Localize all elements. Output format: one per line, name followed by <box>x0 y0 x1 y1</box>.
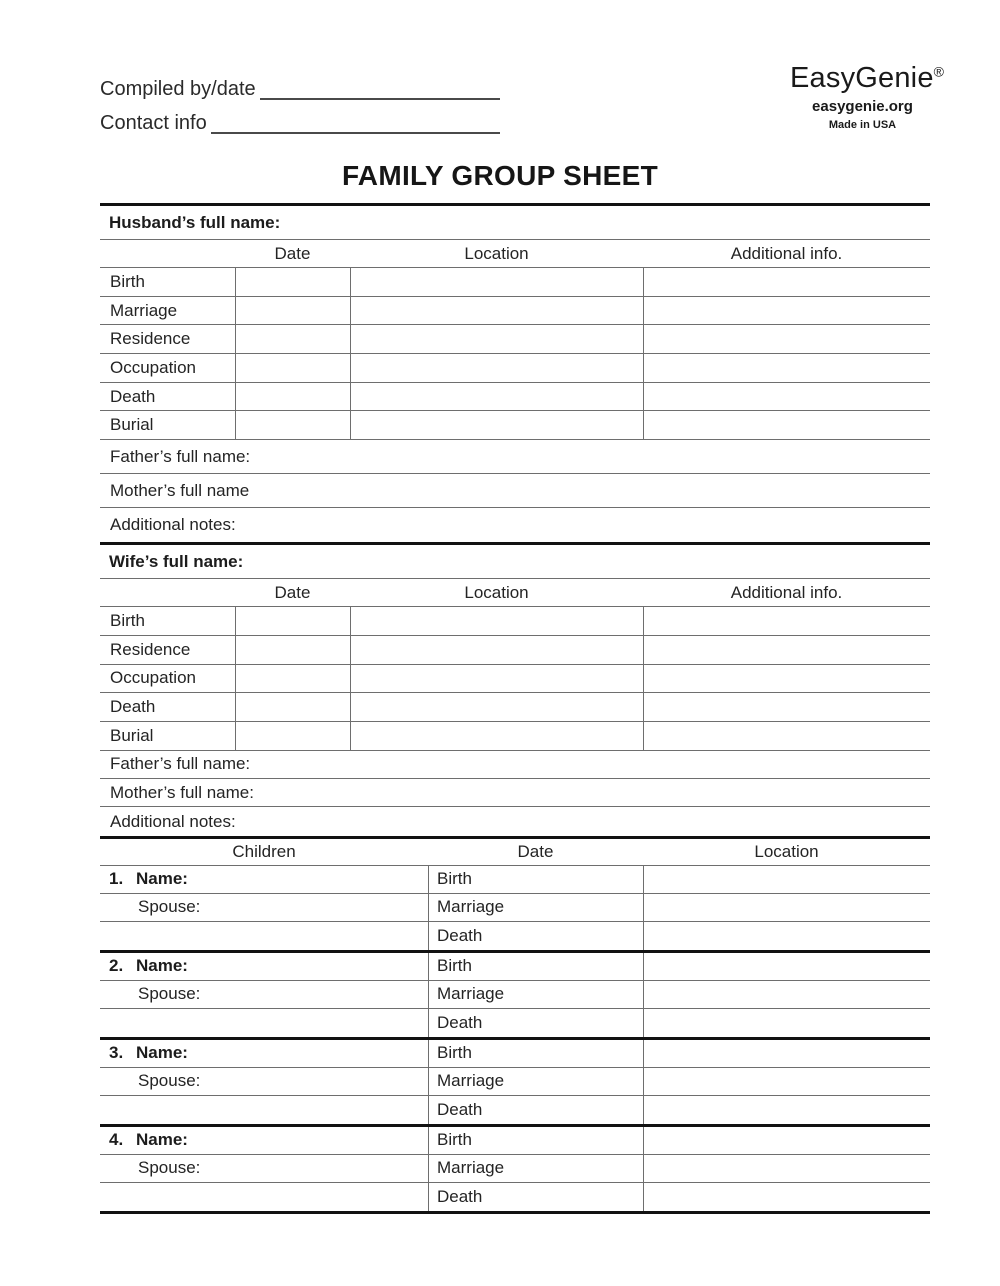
husband-death-location-field[interactable] <box>350 383 643 411</box>
husband-marriage-date-field[interactable] <box>235 297 350 325</box>
child-1-birth-location-field[interactable] <box>643 866 930 893</box>
child-3-birth-label: Birth <box>437 1043 472 1063</box>
child-4-death-location-field[interactable] <box>643 1183 930 1211</box>
wife-burial-label: Burial <box>110 725 154 745</box>
wife-death-date-field[interactable] <box>235 693 350 721</box>
wife-death-label: Death <box>110 697 156 717</box>
child-1-spouse-field[interactable] <box>200 894 428 921</box>
husband-name-label: Husband’s full name: <box>109 212 281 232</box>
child-2-spouse-cell <box>100 981 428 1008</box>
wife-father-field[interactable] <box>250 751 930 778</box>
table-row <box>100 636 930 665</box>
wife-column-header-row <box>100 579 930 607</box>
husband-death-label: Death <box>110 386 156 406</box>
child-4-marriage-location-field[interactable] <box>643 1155 930 1182</box>
contact-info-label: Contact info <box>100 112 207 134</box>
wife-name-label: Wife’s full name: <box>109 551 244 571</box>
table-row <box>100 981 930 1009</box>
brand-website: easygenie.org <box>812 98 913 115</box>
child-entry-4 <box>100 1124 930 1211</box>
wife-burial-date-field[interactable] <box>235 722 350 750</box>
compiled-by-row <box>100 66 500 100</box>
husband-mother-field[interactable] <box>249 474 930 507</box>
child-4-name-field[interactable] <box>188 1127 428 1154</box>
contact-info-row <box>100 100 500 134</box>
children-column-header: Children <box>232 841 296 861</box>
child-entry-3 <box>100 1037 930 1124</box>
table-row <box>100 1068 930 1096</box>
table-row <box>100 1096 930 1124</box>
date-column-header: Date <box>517 841 554 861</box>
table-row <box>100 268 930 297</box>
table-row <box>100 693 930 722</box>
table-row <box>100 354 930 383</box>
husband-birth-location-field[interactable] <box>350 268 643 296</box>
child-1-death-location-field[interactable] <box>643 922 930 950</box>
husband-residence-date-field[interactable] <box>235 325 350 353</box>
child-3-birth-cell <box>428 1040 643 1067</box>
child-1-marriage-date-field[interactable] <box>504 894 643 921</box>
child-3-marriage-label: Marriage <box>437 1071 505 1091</box>
table-row <box>100 1040 930 1068</box>
husband-burial-label: Burial <box>110 415 154 435</box>
child-1-death-label: Death <box>437 925 483 945</box>
table-row <box>100 325 930 354</box>
wife-occupation-location-field[interactable] <box>350 665 643 693</box>
child-1-spouse-label: Spouse: <box>138 897 201 917</box>
child-1-marriage-cell <box>428 894 643 921</box>
husband-name-row <box>100 206 930 240</box>
child-3-name-field[interactable] <box>188 1040 428 1067</box>
child-2-name-label: Name: <box>136 956 188 976</box>
brand-made-in: Made in USA <box>828 119 897 131</box>
wife-occupation-label: Occupation <box>110 668 196 688</box>
child-1-birth-date-field[interactable] <box>472 866 643 893</box>
wife-notes-row <box>100 807 930 835</box>
date-column-header: Date <box>274 243 311 263</box>
wife-death-location-field[interactable] <box>350 693 643 721</box>
child-2-blank-field[interactable] <box>100 1009 428 1037</box>
husband-father-row <box>100 440 930 474</box>
table-row <box>100 866 930 894</box>
husband-mother-label: Mother’s full name <box>110 480 250 500</box>
wife-residence-label: Residence <box>110 639 191 659</box>
wife-name-row <box>100 545 930 579</box>
table-row <box>100 1183 930 1211</box>
table-row <box>100 722 930 751</box>
children-column-header-row <box>100 839 930 866</box>
child-entry-1 <box>100 866 930 950</box>
contact-info-field[interactable] <box>211 110 500 134</box>
brand-block <box>790 62 945 131</box>
brand-name-text: EasyGenie <box>790 62 934 94</box>
husband-father-field[interactable] <box>250 440 930 473</box>
child-2-birth-location-field[interactable] <box>643 953 930 980</box>
wife-mother-row <box>100 779 930 807</box>
husband-marriage-additional-field[interactable] <box>643 297 930 325</box>
husband-name-field[interactable] <box>280 206 930 239</box>
husband-death-additional-field[interactable] <box>643 383 930 411</box>
child-3-marriage-cell <box>428 1068 643 1095</box>
wife-occupation-additional-field[interactable] <box>643 665 930 693</box>
child-4-spouse-label: Spouse: <box>138 1158 201 1178</box>
child-4-death-date-field[interactable] <box>482 1183 643 1211</box>
form-sheet <box>100 203 930 1214</box>
husband-section <box>100 203 930 542</box>
husband-occupation-location-field[interactable] <box>350 354 643 382</box>
wife-burial-location-field[interactable] <box>350 722 643 750</box>
child-3-birth-location-field[interactable] <box>643 1040 930 1067</box>
child-2-death-label: Death <box>437 1012 483 1032</box>
table-row <box>100 383 930 412</box>
husband-occupation-label: Occupation <box>110 357 196 377</box>
wife-section <box>100 542 930 836</box>
husband-occupation-additional-field[interactable] <box>643 354 930 382</box>
husband-birth-date-field[interactable] <box>235 268 350 296</box>
child-2-marriage-date-field[interactable] <box>504 981 643 1008</box>
wife-notes-field[interactable] <box>236 807 930 835</box>
brand-logo <box>790 62 945 95</box>
husband-notes-field[interactable] <box>236 508 930 542</box>
husband-death-date-field[interactable] <box>235 383 350 411</box>
table-row <box>100 297 930 326</box>
child-2-marriage-label: Marriage <box>437 984 505 1004</box>
child-1-marriage-label: Marriage <box>437 897 505 917</box>
compiled-by-label: Compiled by/date <box>100 78 256 100</box>
compiled-block <box>100 66 500 134</box>
child-1-name-cell <box>100 866 428 893</box>
child-3-death-label: Death <box>437 1099 483 1119</box>
child-4-birth-date-field[interactable] <box>472 1127 643 1154</box>
husband-marriage-label: Marriage <box>110 300 178 320</box>
child-4-name-cell <box>100 1127 428 1154</box>
registered-trademark-mark: ® <box>933 63 945 80</box>
wife-name-field[interactable] <box>243 545 930 578</box>
wife-occupation-date-field[interactable] <box>235 665 350 693</box>
table-row <box>100 607 930 636</box>
child-2-spouse-field[interactable] <box>200 981 428 1008</box>
husband-residence-location-field[interactable] <box>350 325 643 353</box>
child-2-birth-label: Birth <box>437 956 472 976</box>
husband-birth-label: Birth <box>110 271 145 291</box>
child-4-name-label: Name: <box>136 1130 188 1150</box>
wife-residence-location-field[interactable] <box>350 636 643 664</box>
table-row <box>100 1155 930 1183</box>
page-title: FAMILY GROUP SHEET <box>341 160 659 191</box>
child-1-name-field[interactable] <box>188 866 428 893</box>
child-3-birth-date-field[interactable] <box>472 1040 643 1067</box>
child-3-number: 3. <box>109 1043 124 1063</box>
child-1-number: 1. <box>109 869 124 889</box>
table-row <box>100 1127 930 1155</box>
top-header <box>0 0 1000 150</box>
child-3-marriage-date-field[interactable] <box>504 1068 643 1095</box>
child-3-spouse-cell <box>100 1068 428 1095</box>
child-3-name-label: Name: <box>136 1043 188 1063</box>
wife-notes-label: Additional notes: <box>110 811 236 831</box>
husband-burial-date-field[interactable] <box>235 411 350 439</box>
table-row <box>100 665 930 694</box>
child-2-number: 2. <box>109 956 124 976</box>
child-2-death-cell <box>428 1009 643 1037</box>
wife-burial-additional-field[interactable] <box>643 722 930 750</box>
child-1-death-date-field[interactable] <box>482 922 643 950</box>
husband-father-label: Father’s full name: <box>110 446 251 466</box>
child-4-marriage-cell <box>428 1155 643 1182</box>
husband-burial-location-field[interactable] <box>350 411 643 439</box>
husband-marriage-location-field[interactable] <box>350 297 643 325</box>
wife-residence-additional-field[interactable] <box>643 636 930 664</box>
child-3-name-cell <box>100 1040 428 1067</box>
wife-birth-additional-field[interactable] <box>643 607 930 635</box>
child-2-death-date-field[interactable] <box>482 1009 643 1037</box>
child-4-birth-location-field[interactable] <box>643 1127 930 1154</box>
child-1-birth-label: Birth <box>437 869 472 889</box>
children-section <box>100 836 930 1214</box>
location-column-header: Location <box>464 243 529 263</box>
child-2-marriage-cell <box>428 981 643 1008</box>
child-4-spouse-field[interactable] <box>200 1155 428 1182</box>
wife-birth-label: Birth <box>110 610 145 630</box>
child-4-marriage-date-field[interactable] <box>504 1155 643 1182</box>
wife-father-label: Father’s full name: <box>110 754 251 774</box>
wife-death-additional-field[interactable] <box>643 693 930 721</box>
child-3-spouse-field[interactable] <box>200 1068 428 1095</box>
table-row <box>100 411 930 440</box>
child-2-birth-date-field[interactable] <box>472 953 643 980</box>
child-2-death-location-field[interactable] <box>643 1009 930 1037</box>
table-row <box>100 894 930 922</box>
child-2-birth-cell <box>428 953 643 980</box>
child-1-death-cell <box>428 922 643 950</box>
child-3-death-location-field[interactable] <box>643 1096 930 1124</box>
child-4-spouse-cell <box>100 1155 428 1182</box>
date-column-header: Date <box>274 582 311 602</box>
child-2-marriage-location-field[interactable] <box>643 981 930 1008</box>
wife-residence-date-field[interactable] <box>235 636 350 664</box>
child-4-marriage-label: Marriage <box>437 1158 505 1178</box>
child-3-marriage-location-field[interactable] <box>643 1068 930 1095</box>
child-2-name-field[interactable] <box>188 953 428 980</box>
child-2-spouse-label: Spouse: <box>138 984 201 1004</box>
additional-info-column-header: Additional info. <box>730 582 843 602</box>
wife-mother-field[interactable] <box>254 779 930 806</box>
child-1-name-label: Name: <box>136 869 188 889</box>
child-1-blank-field[interactable] <box>100 922 428 950</box>
husband-residence-label: Residence <box>110 329 191 349</box>
husband-burial-additional-field[interactable] <box>643 411 930 439</box>
husband-residence-additional-field[interactable] <box>643 325 930 353</box>
wife-birth-location-field[interactable] <box>350 607 643 635</box>
husband-occupation-date-field[interactable] <box>235 354 350 382</box>
additional-info-column-header: Additional info. <box>730 243 843 263</box>
child-3-blank-field[interactable] <box>100 1096 428 1124</box>
table-row <box>100 953 930 981</box>
husband-birth-additional-field[interactable] <box>643 268 930 296</box>
husband-notes-label: Additional notes: <box>110 515 236 535</box>
wife-birth-date-field[interactable] <box>235 607 350 635</box>
compiled-by-field[interactable] <box>260 76 500 100</box>
husband-mother-row <box>100 474 930 508</box>
child-entry-2 <box>100 950 930 1037</box>
child-1-marriage-location-field[interactable] <box>643 894 930 921</box>
child-4-birth-label: Birth <box>437 1130 472 1150</box>
child-1-birth-cell <box>428 866 643 893</box>
child-3-death-date-field[interactable] <box>482 1096 643 1124</box>
child-3-spouse-label: Spouse: <box>138 1071 201 1091</box>
table-row <box>100 922 930 950</box>
child-4-birth-cell <box>428 1127 643 1154</box>
location-column-header: Location <box>464 582 529 602</box>
child-4-death-cell <box>428 1183 643 1211</box>
child-4-blank-field[interactable] <box>100 1183 428 1211</box>
child-1-spouse-cell <box>100 894 428 921</box>
wife-father-row <box>100 751 930 779</box>
location-column-header: Location <box>754 841 819 861</box>
husband-notes-row <box>100 508 930 542</box>
child-4-number: 4. <box>109 1130 124 1150</box>
husband-column-header-row <box>100 240 930 268</box>
wife-mother-label: Mother’s full name: <box>110 782 254 802</box>
child-2-name-cell <box>100 953 428 980</box>
child-3-death-cell <box>428 1096 643 1124</box>
child-4-death-label: Death <box>437 1186 483 1206</box>
table-row <box>100 1009 930 1037</box>
